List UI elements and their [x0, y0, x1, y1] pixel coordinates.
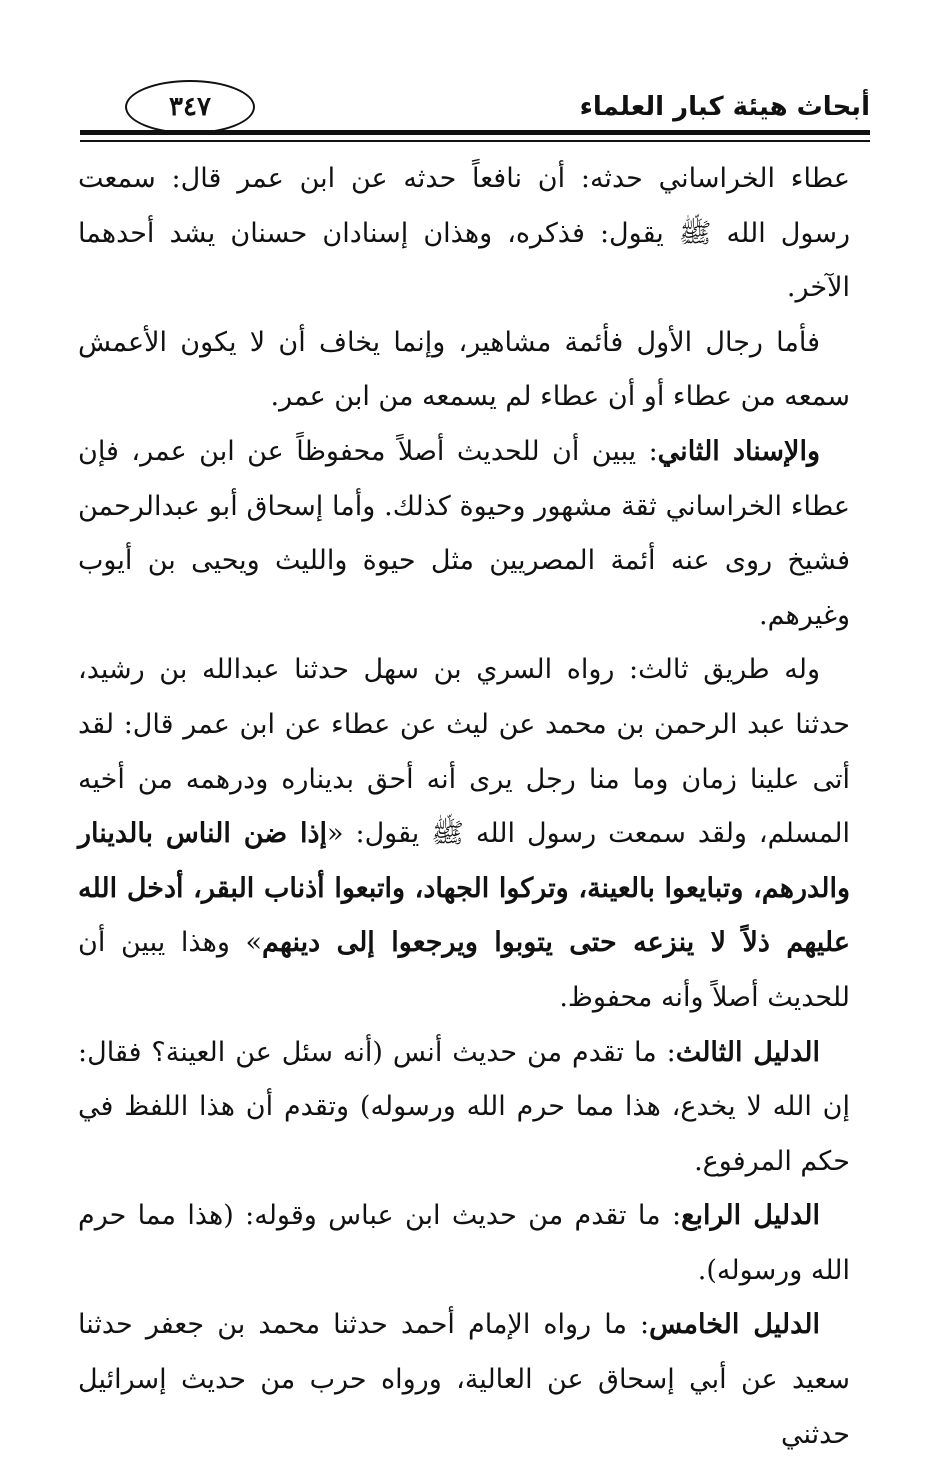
header-rule-thick: [80, 130, 870, 135]
bold-heading-text: والإسناد الثاني: [657, 435, 820, 467]
header-rule-thin: [80, 140, 870, 142]
paragraph: [78, 425, 850, 643]
paragraph: [78, 1298, 850, 1462]
page-number: ٣٤٧: [125, 80, 255, 134]
bold-heading-text: إذا ضن الناس بالدينار والدرهم، وتبايعوا بالعينة، وتركوا الجهاد، واتبعوا أذناب البقر، أدخل الله عليهم ذلاً لا ينزعه حتى يتوبوا ويرجعوا إلى دينهم: [78, 818, 850, 959]
paragraph: [78, 1026, 850, 1190]
bold-heading-text: الدليل الرابع: [681, 1200, 820, 1232]
paragraph: [78, 1189, 850, 1298]
paragraph-text: : ما رواه الإمام أحمد حدثنا محمد بن جعفر حدثنا سعيد عن أبي إسحاق عن العالية، ورواه حرب من حديث إسرائيل حدثني: [78, 1309, 850, 1450]
paragraph-text: فأما رجال الأول فأئمة مشاهير، وإنما يخاف أن لا يكون الأعمش سمعه من عطاء أو أن عطاء لم يسمعه من ابن عمر.: [78, 326, 850, 413]
paragraph-text: : ما تقدم من حديث ابن عباس وقوله: (هذا مما حرم الله ورسوله).: [78, 1200, 850, 1286]
paragraph-text: وله طريق ثالث: رواه السري بن سهل حدثنا عبدالله بن رشيد، حدثنا عبد الرحمن بن محمد عن ليث عن عطاء عن ابن عمر قال: لقد أتى علينا زمان وما منا رجل يرى أنه أحق بديناره ودرهمه من أخيه المسلم، ولقد سمعت رسول الله ﷺ يقول: «: [78, 654, 850, 850]
book-title: أبحاث هيئة كبار العلماء: [579, 92, 870, 122]
body-text: [78, 152, 850, 1462]
paragraph-text: : يبين أن للحديث أصلاً محفوظاً عن ابن عمر، فإن عطاء الخراساني ثقة مشهور وحيوة كذلك. وأما إسحاق أبو عبدالرحمن فشيخ روى عنه أئمة المصريين مثل حيوة والليث ويحيى بن أيوب وغيرهم.: [78, 435, 850, 631]
paragraph-text: عطاء الخراساني حدثه: أن نافعاً حدثه عن ابن عمر قال: سمعت رسول الله ﷺ يقول: فذكره، وهذان إسنادان حسنان يشد أحدهما الآخر.: [78, 163, 850, 304]
paragraph-text: : ما تقدم من حديث أنس (أنه سئل عن العينة؟ فقال: إن الله لا يخدع، هذا مما حرم الله ورسوله) وتقدم أن هذا اللفظ في حكم المرفوع.: [78, 1036, 850, 1177]
page-header: [80, 78, 870, 130]
bold-heading-text: الدليل الخامس: [649, 1309, 820, 1341]
paragraph: [78, 316, 850, 425]
paragraph-text: » وهذا يبين أن للحديث أصلاً وأنه محفوظ.: [78, 927, 850, 1013]
paragraph: [78, 152, 850, 316]
bold-heading-text: الدليل الثالث: [675, 1036, 820, 1068]
paragraph: [78, 643, 850, 1025]
